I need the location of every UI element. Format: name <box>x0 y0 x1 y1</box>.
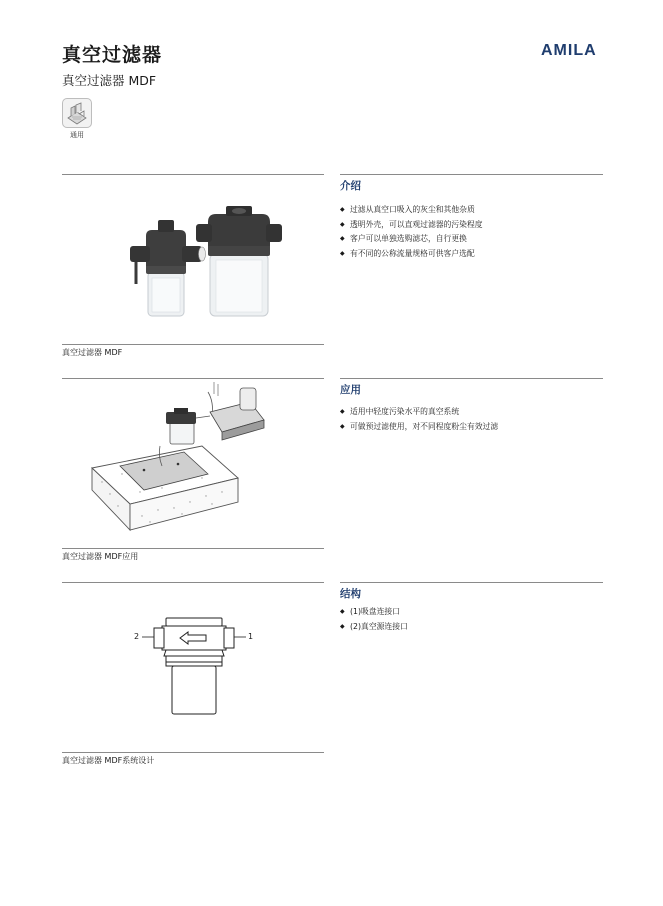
structure-image-top-rule <box>62 582 324 583</box>
intro-image-bottom-rule <box>62 344 324 345</box>
small-filter-drawing <box>130 220 206 316</box>
application-image-top-rule <box>62 378 324 379</box>
page-subtitle: 真空过滤器 MDF <box>62 73 157 88</box>
filter-line-drawing <box>154 618 234 714</box>
application-text-rule <box>340 378 603 379</box>
structure-image-bottom-rule <box>62 752 324 753</box>
intro-product-image <box>62 180 324 340</box>
application-image-bottom-rule <box>62 548 324 549</box>
list-item: ◆ 客户可以单独选购滤芯，自行更换 <box>340 232 483 247</box>
list-item: ◆ (2)真空源连接口 <box>340 620 408 635</box>
list-item: ◆ (1)吸盘连接口 <box>340 605 408 620</box>
structure-image-caption: 真空过滤器 MDF系统设计 <box>62 756 155 765</box>
industry-badge <box>62 98 92 128</box>
workpiece-block-drawing <box>92 446 238 530</box>
ejector-module-drawing <box>210 382 264 440</box>
structure-text-rule <box>340 582 603 583</box>
intro-heading: 介绍 <box>340 180 361 192</box>
list-item: ◆ 有不同的公称流量规格可供客户选配 <box>340 247 483 262</box>
list-item: ◆ 过滤从真空口吸入的灰尘和其他杂质 <box>340 203 483 218</box>
intro-image-caption: 真空过滤器 MDF <box>62 348 123 357</box>
list-item: ◆ 适用中轻度污染水平的真空系统 <box>340 405 498 420</box>
badge-label: 通用 <box>70 131 84 139</box>
application-heading: 应用 <box>340 384 361 396</box>
brand-logo: AMILA <box>541 42 597 59</box>
industry-machine-icon <box>63 99 91 127</box>
port-2-label: 2 <box>134 632 140 641</box>
application-bullet-list <box>340 405 498 434</box>
structure-heading: 结构 <box>340 588 361 600</box>
application-image <box>62 382 324 544</box>
large-filter-drawing <box>196 206 282 316</box>
list-item: ◆ 可做预过滤使用，对不同程度粉尘有效过滤 <box>340 420 498 435</box>
list-item: ◆ 透明外壳，可以直观过滤器的污染程度 <box>340 218 483 233</box>
intro-bullet-list <box>340 203 483 261</box>
application-image-caption: 真空过滤器 MDF应用 <box>62 552 139 561</box>
port-1-label: 1 <box>248 632 254 641</box>
intro-text-rule <box>340 174 603 175</box>
structure-bullet-list <box>340 605 408 634</box>
intro-image-top-rule <box>62 174 324 175</box>
page-title: 真空过滤器 <box>62 44 163 66</box>
structure-diagram <box>62 588 324 748</box>
